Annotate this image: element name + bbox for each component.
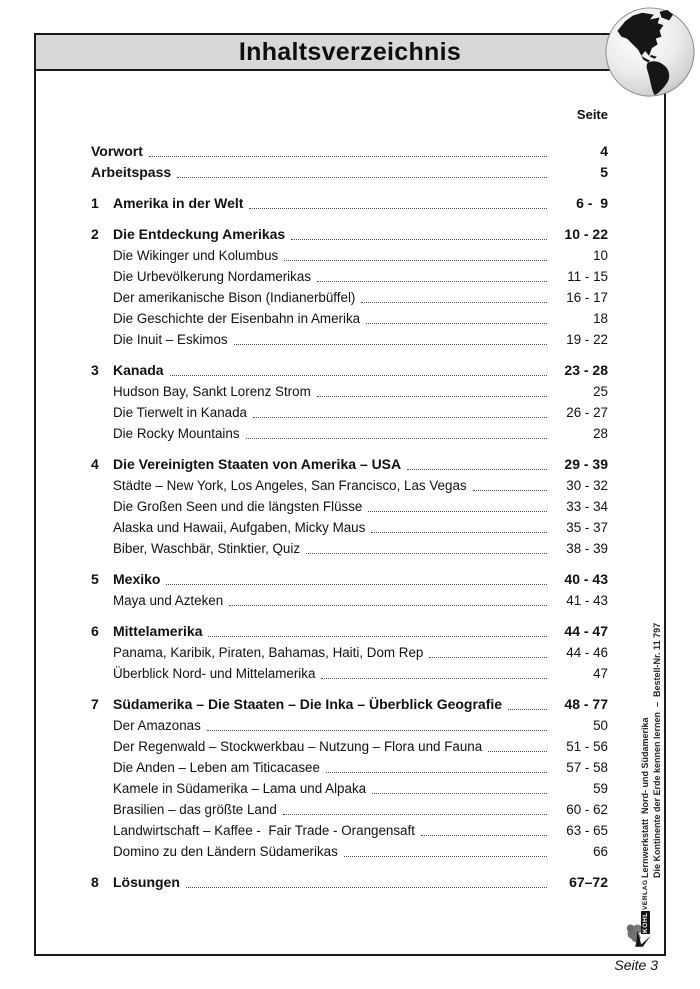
dot-leader [207,715,547,731]
globe-americas-icon [604,6,696,98]
page-column-label: Seite [576,107,608,122]
toc-row [91,287,608,308]
dot-leader [344,841,547,857]
toc-row-pages: 57 - 58 [566,760,608,775]
toc-row [91,642,608,663]
toc-row-title: Städte – New York, Los Angeles, San Francisco, Las Vegas [113,478,467,493]
toc-row [91,454,608,475]
toc-row-number: 5 [91,571,99,587]
toc-row-title: Lösungen [113,874,180,890]
dot-leader [421,820,547,836]
toc-row [91,141,608,162]
toc-row [91,778,608,799]
toc-row-number [91,329,113,350]
toc-row-pages: 11 - 15 [567,269,608,284]
toc-row-pages: 44 - 47 [564,623,608,639]
toc-row [91,799,608,820]
toc-row-title: Kamele in Südamerika – Lama und Alpaka [113,781,367,796]
dot-leader [361,287,547,303]
toc-row-title: Landwirtschaft – Kaffee - Fair Trade - Orangensaft [113,823,415,838]
toc-row [91,162,608,183]
dot-leader [177,162,547,178]
dot-leader [407,454,547,470]
toc-row-number: 3 [91,362,99,378]
toc-row-title: Arbeitspass [91,164,172,180]
toc-row [91,538,608,559]
toc-row-pages: 35 - 37 [566,520,608,535]
toc-row-pages: 40 - 43 [564,571,608,587]
toc-row-title: Brasilien – das größte Land [113,802,277,817]
toc-row-title: Domino zu den Ländern Südamerikas [113,844,338,859]
toc-row-title: Überblick Nord- und Mittelamerika [113,666,316,681]
dot-leader [508,694,547,710]
toc-row-title: Vorwort [91,143,143,159]
dot-leader [229,590,547,606]
dot-leader [306,538,547,554]
toc-row-title: Amerika in der Welt [113,195,244,211]
toc-row [91,475,608,496]
toc-row-pages: 19 - 22 [566,332,608,347]
toc-row-number: 6 [91,623,99,639]
publisher-logo [626,876,664,954]
edition-sidebar [639,620,663,878]
toc-row-number [91,590,113,611]
toc-row-title: Südamerika – Die Staaten – Die Inka – Überblick Geografie [113,696,503,712]
dot-leader [368,496,547,512]
toc-row [91,423,608,444]
toc-row-number: 1 [91,195,99,211]
toc-row-title: Die Tierwelt in Kanada [113,405,247,420]
toc-row-number [91,715,113,736]
toc-row-number [91,287,113,308]
toc-row-pages: 25 [593,384,608,399]
toc-row-title: Die Inuit – Eskimos [113,332,228,347]
toc-row-number: 2 [91,226,99,242]
dot-leader [284,245,547,261]
toc-row [91,381,608,402]
toc-row-pages: 67–72 [569,874,608,890]
toc-row [91,402,608,423]
toc-row-number [91,475,113,496]
toc-row-pages: 60 - 62 [566,802,608,817]
toc-row-title: Die Wikinger und Kolumbus [113,248,279,263]
toc-row-number [91,538,113,559]
toc-row-number [91,381,113,402]
dot-leader [429,642,547,658]
toc-row [91,715,608,736]
toc-row-pages: 41 - 43 [566,593,608,608]
toc-row-title: Panama, Karibik, Piraten, Bahamas, Haiti, Dom Rep [113,645,424,660]
toc-row [91,266,608,287]
dot-leader [166,569,547,585]
toc-row-number [91,266,113,287]
toc-row-title: Maya und Azteken [113,593,224,608]
toc-row-number [91,423,113,444]
toc-row [91,663,608,684]
toc-row-title: Die Vereinigten Staaten von Amerika – USA [113,456,402,472]
toc-row-pages: 4 [600,143,608,159]
toc-row-pages: 28 [593,426,608,441]
toc-row-pages: 33 - 34 [566,499,608,514]
toc-row-pages: 50 [593,718,608,733]
toc-row-number: 8 [91,874,99,890]
toc-row-title: Die Anden – Leben am Titicacasee [113,760,320,775]
dot-leader [234,329,547,345]
dot-leader [372,778,547,794]
sidebar-series-line: Lernwerkstatt Nord- und Südamerika [640,717,650,878]
toc-row-title: Alaska und Hawaii, Aufgaben, Micky Maus [113,520,366,535]
toc-row [91,694,608,715]
dot-leader [366,308,547,324]
toc-row-number [91,820,113,841]
title-bar [34,33,666,71]
dot-leader [249,193,547,209]
toc-row-pages: 29 - 39 [564,456,608,472]
toc-row-number [91,308,113,329]
toc-row-number [91,799,113,820]
toc-row-pages: 10 [593,248,608,263]
page-title: Inhaltsverzeichnis [238,37,462,66]
toc-row-number [91,663,113,684]
dot-leader [246,423,547,439]
dot-leader [473,475,547,491]
dot-leader [291,224,547,240]
toc-row-pages: 51 - 56 [566,739,608,754]
dot-leader [170,360,547,376]
toc-row-pages: 66 [593,844,608,859]
toc-row-title: Die Geschichte der Eisenbahn in Amerika [113,311,361,326]
toc-row [91,245,608,266]
sidebar-order-number-line: Die Kontinente der Erde kennen lernen – Bestell-Nr. 11 797 [652,622,662,878]
dot-leader [326,757,547,773]
dot-leader [149,141,547,157]
toc-row [91,736,608,757]
toc-row-number [91,736,113,757]
toc-row-title: Der amerikanische Bison (Indianerbüffel) [113,290,356,305]
toc-row-title: Mexiko [113,571,161,587]
toc-row-pages: 18 [593,311,608,326]
toc-row-title: Biber, Waschbär, Stinktier, Quiz [113,541,301,556]
toc-row [91,517,608,538]
toc-row-pages: 5 [600,164,608,180]
toc-row-title: Die Entdeckung Amerikas [113,226,286,242]
toc-row-number: 4 [91,456,99,472]
dot-leader [208,621,547,637]
toc-row-number [91,496,113,517]
toc-row-title: Mittelamerika [113,623,203,639]
toc-row-number [91,757,113,778]
toc-row-pages: 26 - 27 [566,405,608,420]
footer-page-number: Seite 3 [614,957,658,973]
toc-row-number: 7 [91,696,99,712]
toc-row [91,329,608,350]
dot-leader [186,872,547,888]
toc-row-title: Die Großen Seen und die längsten Flüsse [113,499,363,514]
table-of-contents [91,106,608,893]
dot-leader [317,381,547,397]
toc-row [91,621,608,642]
dot-leader [283,799,547,815]
toc-row-pages: 38 - 39 [566,541,608,556]
dot-leader [253,402,547,418]
toc-row-number [91,778,113,799]
toc-row-pages: 30 - 32 [566,478,608,493]
dot-leader [488,736,547,752]
publisher-name-secondary: VERLAG [642,879,649,911]
toc-row-title: Hudson Bay, Sankt Lorenz Strom [113,384,311,399]
toc-row-pages: 47 [593,666,608,681]
toc-list [91,141,608,893]
dot-leader [317,266,547,282]
toc-row-number [91,642,113,663]
toc-row-number [91,841,113,862]
toc-row-title: Die Urbevölkerung Nordamerikas [113,269,311,284]
toc-row [91,496,608,517]
toc-row-pages: 48 - 77 [564,696,608,712]
toc-row [91,224,608,245]
toc-row [91,308,608,329]
toc-row-title: Der Regenwald – Stockwerkbau – Nutzung – Flora und Fauna [113,739,483,754]
publisher-name-primary: KOHL [642,912,649,933]
toc-row-pages: 23 - 28 [564,362,608,378]
toc-row [91,193,608,214]
publisher-name [642,876,649,934]
toc-row-title: Kanada [113,362,164,378]
toc-row-number [91,402,113,423]
toc-row [91,590,608,611]
toc-row [91,820,608,841]
toc-row-number [91,517,113,538]
toc-row [91,872,608,893]
toc-row [91,569,608,590]
toc-row-title: Die Rocky Mountains [113,426,240,441]
toc-row-pages: 59 [593,781,608,796]
dot-leader [371,517,547,533]
dot-leader [321,663,547,679]
toc-row [91,757,608,778]
toc-row-title: Der Amazonas [113,718,201,733]
toc-row-pages: 63 - 65 [566,823,608,838]
toc-row-pages: 16 - 17 [566,290,608,305]
toc-row-pages: 6 - 9 [576,195,608,211]
toc-row-pages: 44 - 46 [566,645,608,660]
toc-row [91,360,608,381]
toc-row [91,841,608,862]
toc-row-pages: 10 - 22 [564,226,608,242]
toc-row-number [91,245,113,266]
